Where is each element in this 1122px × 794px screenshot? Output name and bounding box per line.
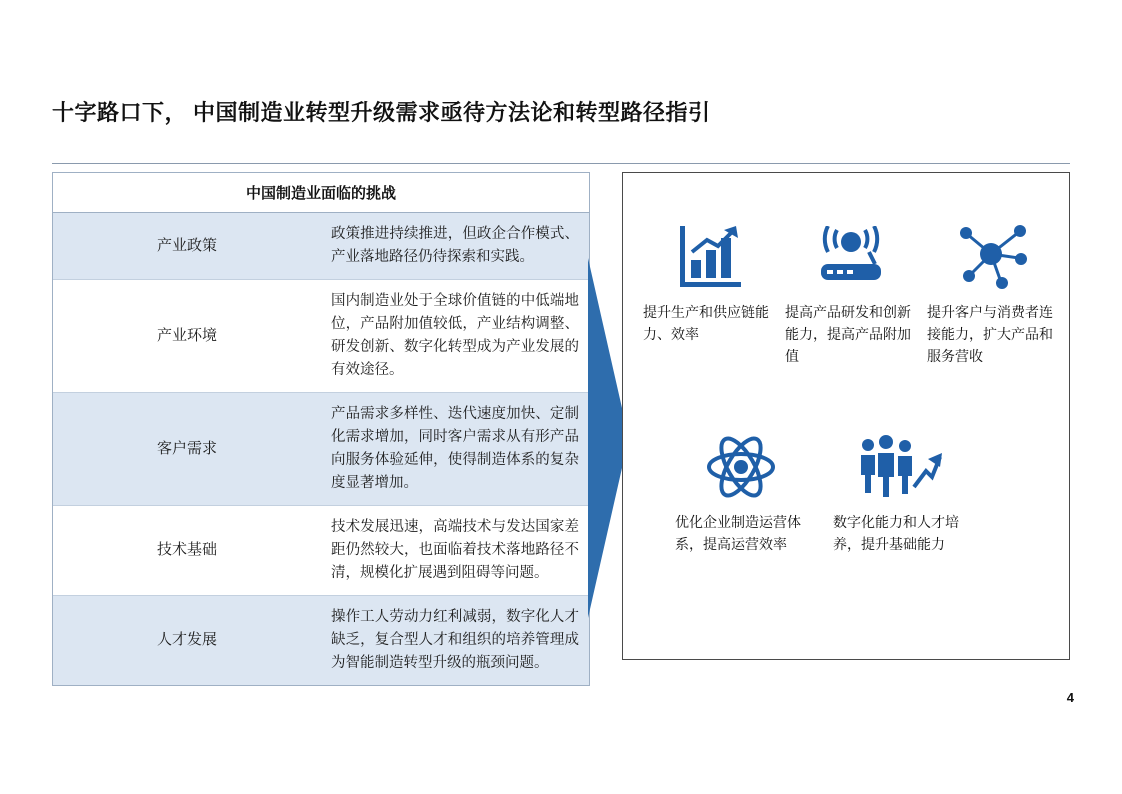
- panel-item-4: [675, 431, 807, 557]
- panel-item-2: [785, 221, 917, 369]
- panel-item-3: [927, 221, 1059, 369]
- table-body: [53, 213, 589, 686]
- panel-item-1: [643, 221, 775, 347]
- people-growth-icon: [833, 431, 965, 503]
- panel-item-caption: 优化企业制造运营体系，提高运营效率: [675, 516, 801, 553]
- opportunities-panel: [622, 172, 1070, 660]
- row-label: 产业环境: [53, 280, 321, 393]
- row-text: 产品需求多样性、迭代速度加快、定制化需求增加，同时客户需求从有形产品向服务体验延伸，使得制造体系的复杂度显著增加。: [321, 393, 589, 506]
- network-nodes-icon: [927, 221, 1059, 293]
- page-title: 十字路口下， 中国制造业转型升级需求亟待方法论和转型路径指引: [52, 100, 711, 125]
- row-text: 技术发展迅速，高端技术与发达国家差距仍然较大，也面临着技术落地路径不清，规模化扩展遇到阻碍等问题。: [321, 506, 589, 596]
- title-divider: [52, 163, 1070, 164]
- row-text: 国内制造业处于全球价值链的中低端地位，产品附加值较低，产业结构调整、研发创新、数字化转型成为产业发展的有效途径。: [321, 280, 589, 393]
- panel-item-caption: 提升客户与消费者连接能力，扩大产品和服务营收: [927, 306, 1053, 365]
- panel-item-caption: 提高产品研发和创新能力，提高产品附加值: [785, 306, 911, 365]
- table-header: 中国制造业面临的挑战: [53, 173, 589, 213]
- page-number: 4: [1066, 690, 1074, 705]
- table-row: [53, 280, 589, 393]
- table-row: [53, 393, 589, 506]
- row-text: 操作工人劳动力红利减弱，数字化人才缺乏，复合型人才和组织的培养管理成为智能制造转型升级的瓶颈问题。: [321, 596, 589, 686]
- wireless-router-icon: [785, 221, 917, 293]
- bar-chart-growth-icon: [643, 221, 775, 293]
- row-label: 技术基础: [53, 506, 321, 596]
- table-row: [53, 596, 589, 686]
- row-text: 政策推进持续推进，但政企合作模式、产业落地路径仍待探索和实践。: [321, 213, 589, 280]
- atom-icon: [675, 431, 807, 503]
- challenges-table: [52, 172, 590, 686]
- panel-item-caption: 提升生产和供应链能力、效率: [643, 306, 769, 343]
- row-label: 人才发展: [53, 596, 321, 686]
- row-label: 客户需求: [53, 393, 321, 506]
- row-label: 产业政策: [53, 213, 321, 280]
- table-row: [53, 506, 589, 596]
- panel-item-5: [833, 431, 965, 557]
- panel-item-caption: 数字化能力和人才培养，提升基础能力: [833, 516, 959, 553]
- table-row: [53, 213, 589, 280]
